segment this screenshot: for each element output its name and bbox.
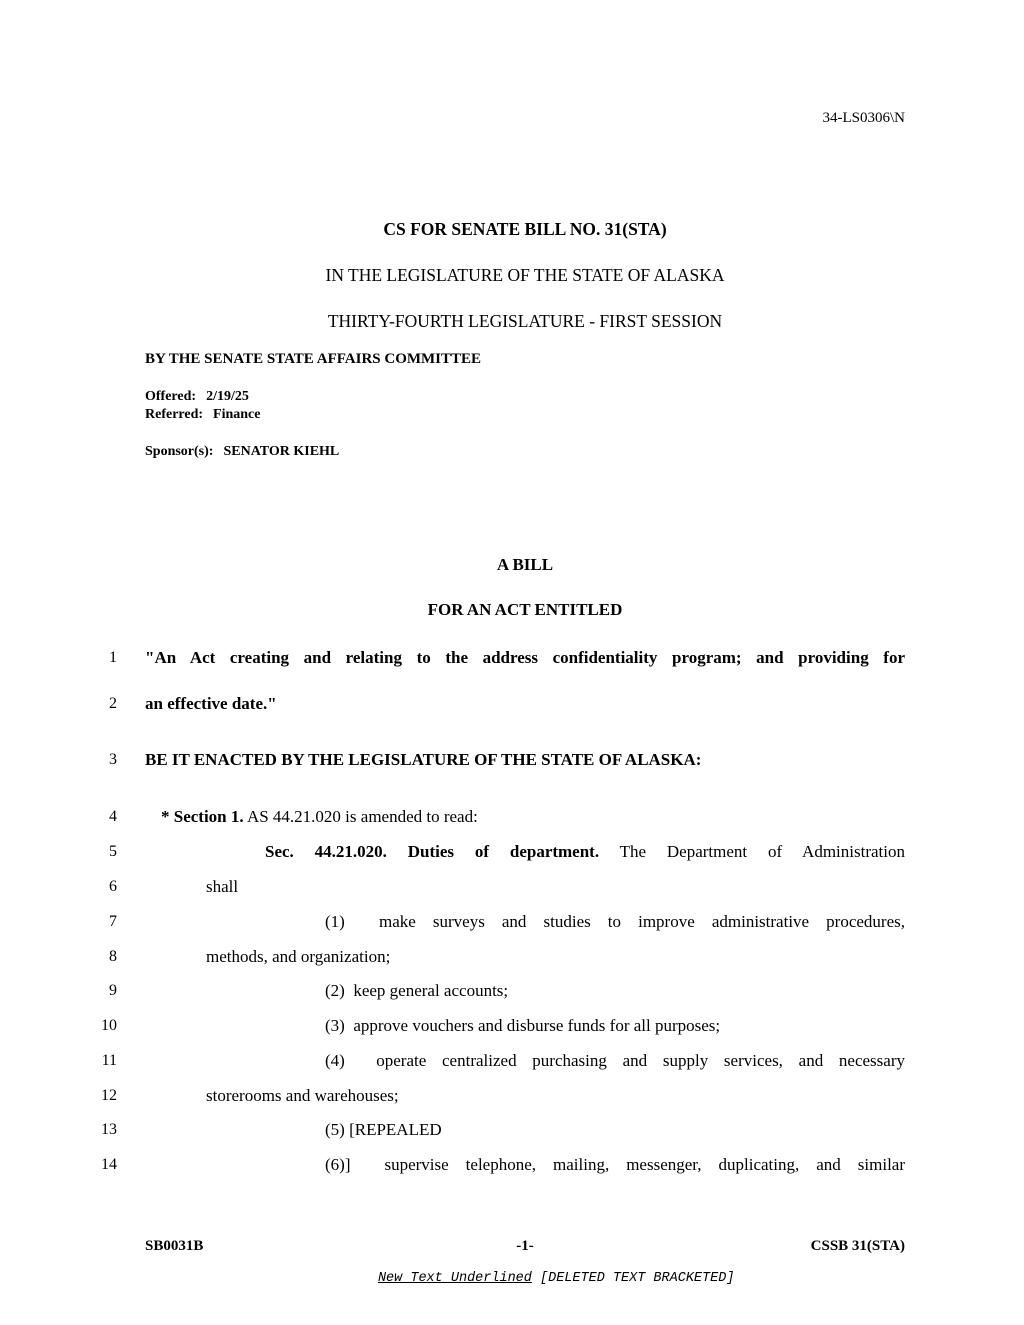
- offered-line: [145, 389, 249, 405]
- line-segment: (4) operate centralized purchasing and supply services, and necessary: [325, 1051, 905, 1070]
- line-segment: (2) keep general accounts;: [325, 981, 509, 1000]
- line-text: [325, 1050, 905, 1072]
- footer-legend: [145, 1256, 935, 1301]
- line-segment-bold: BE IT ENACTED BY THE LEGISLATURE OF THE STATE OF ALASKA:: [145, 750, 702, 769]
- line-number: 6: [109, 878, 117, 895]
- line-number: 11: [101, 1052, 117, 1069]
- line-segment: (6)] supervise telephone, mailing, messenger, duplicating, and similar: [325, 1155, 905, 1174]
- bill-line: [0, 806, 905, 830]
- draft-code: 34-LS0306\N: [822, 110, 905, 126]
- offered-value: 2/19/25: [206, 389, 249, 404]
- bill-line: [0, 1119, 905, 1143]
- line-text: [206, 876, 905, 898]
- footer-page-number: -1-: [516, 1238, 534, 1254]
- line-segment: (1) make surveys and studies to improve administrative procedures,: [325, 912, 905, 931]
- bill-line: [0, 749, 905, 773]
- line-number: 5: [109, 843, 117, 860]
- line-text: [145, 693, 905, 715]
- bill-line: [0, 647, 905, 671]
- bill-line: [0, 1050, 905, 1074]
- legislature-line: IN THE LEGISLATURE OF THE STATE OF ALASKA: [325, 265, 725, 285]
- line-number: 13: [101, 1121, 117, 1138]
- line-segment: methods, and organization;: [206, 947, 391, 966]
- line-number: 14: [101, 1156, 117, 1173]
- bill-line: [0, 946, 905, 970]
- bill-line: [0, 693, 905, 717]
- sponsors-label: Sponsor(s):: [145, 444, 214, 459]
- footer-bill-code: CSSB 31(STA): [810, 1238, 905, 1254]
- bill-line: [0, 1085, 905, 1109]
- line-segment-bold: Sec. 44.21.020. Duties of department.: [265, 842, 600, 861]
- line-text: [325, 911, 905, 933]
- footer-version-code: SB0031B: [145, 1238, 204, 1254]
- sponsors-value: SENATOR KIEHL: [223, 444, 340, 459]
- line-number: 10: [101, 1017, 117, 1034]
- line-segment: storerooms and warehouses;: [206, 1086, 399, 1105]
- line-number: 9: [109, 982, 117, 999]
- line-number: 1: [109, 649, 117, 666]
- line-text: [325, 1154, 905, 1176]
- line-text: [325, 1015, 905, 1037]
- line-text: [145, 749, 905, 771]
- line-segment: AS 44.21.020 is amended to read:: [243, 807, 478, 826]
- line-number: 3: [109, 751, 117, 768]
- line-text: [325, 1119, 905, 1141]
- line-segment-bold: * Section 1.: [161, 807, 244, 826]
- line-segment: The Department of Administration: [599, 842, 905, 861]
- referred-value: Finance: [213, 407, 261, 422]
- sponsors-line: [145, 444, 339, 460]
- line-number: 7: [109, 913, 117, 930]
- legend-deleted-text: [DELETED TEXT BRACKETED]: [531, 1271, 735, 1286]
- bill-line: [0, 876, 905, 900]
- bill-line: [0, 980, 905, 1004]
- legend-new-text: New Text Underlined: [377, 1271, 532, 1286]
- bill-line: [0, 911, 905, 935]
- line-text: [265, 841, 905, 863]
- line-text: [161, 806, 905, 828]
- referred-line: [145, 407, 261, 423]
- session-line: THIRTY-FOURTH LEGISLATURE - FIRST SESSION: [327, 311, 723, 331]
- referred-label: Referred:: [145, 407, 204, 422]
- bill-line: [0, 1015, 905, 1039]
- line-segment: (3) approve vouchers and disburse funds for all purposes;: [325, 1016, 721, 1035]
- line-segment-bold: "An Act creating and relating to the address confidentiality program; and providing for: [145, 648, 905, 667]
- line-text: [206, 1085, 905, 1107]
- committee-line: BY THE SENATE STATE AFFAIRS COMMITTEE: [145, 351, 482, 367]
- a-bill-heading: A BILL: [496, 555, 554, 574]
- offered-label: Offered:: [145, 389, 197, 404]
- page-footer: [145, 1238, 905, 1255]
- bill-line: [0, 841, 905, 865]
- line-text: [206, 946, 905, 968]
- line-segment: (5) [REPEALED: [325, 1120, 442, 1139]
- line-number: 12: [101, 1087, 117, 1104]
- line-number: 8: [109, 948, 117, 965]
- line-segment-bold: an effective date.": [145, 694, 277, 713]
- line-text: [145, 647, 905, 669]
- bill-line: [0, 1154, 905, 1178]
- for-an-act-heading: FOR AN ACT ENTITLED: [427, 600, 623, 619]
- line-number: 2: [109, 695, 117, 712]
- line-text: [325, 980, 905, 1002]
- line-segment: shall: [206, 877, 239, 896]
- bill-title: CS FOR SENATE BILL NO. 31(STA): [383, 219, 667, 239]
- line-number: 4: [109, 808, 117, 825]
